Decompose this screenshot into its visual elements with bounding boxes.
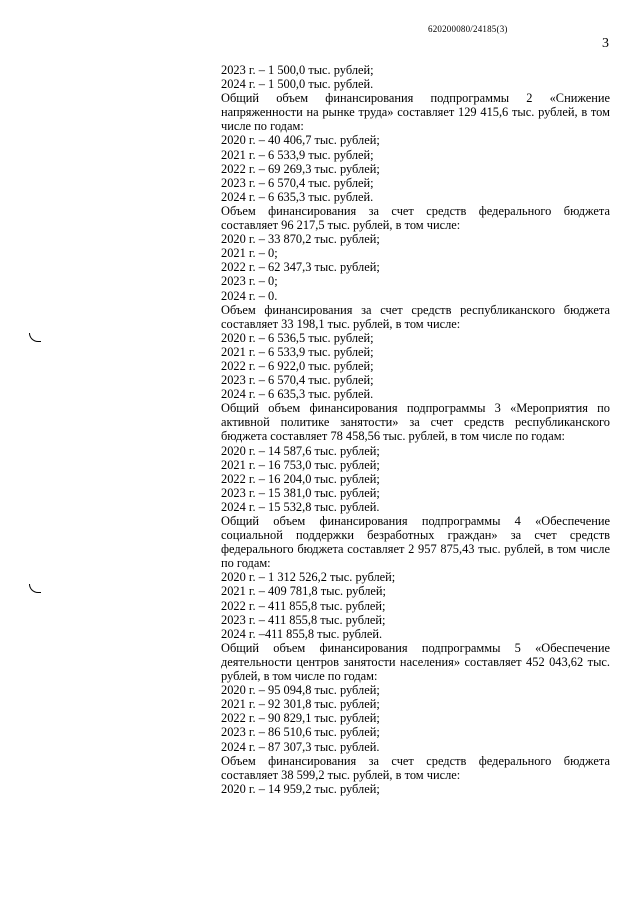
- funding-line: 2020 г. – 95 094,8 тыс. рублей;: [221, 683, 380, 698]
- funding-line: 2024 г. –411 855,8 тыс. рублей.: [221, 626, 383, 641]
- funding-line: 2020 г. – 40 406,7 тыс. рублей;: [221, 133, 380, 148]
- funding-line: 2020 г. – 6 536,5 тыс. рублей;: [221, 330, 374, 345]
- funding-line: 2023 г. – 1 500,0 тыс. рублей;: [221, 63, 374, 77]
- funding-line: 2022 г. – 6 922,0 тыс. рублей;: [221, 358, 374, 373]
- funding-line: 2022 г. – 69 269,3 тыс. рублей;: [221, 161, 380, 176]
- document-body: [221, 63, 610, 796]
- funding-line: 2024 г. – 0.: [221, 288, 278, 303]
- body-paragraph: Общий объем финансирования подпрограммы 4 «Обеспечение социальной поддержки безработных граждан» за счет средств федерального бюджета составляет 2 957 875,43 тыс. рублей, в том числе по годам:: [221, 514, 610, 571]
- margin-mark-1: [29, 333, 41, 342]
- funding-line: 2022 г. – 411 855,8 тыс. рублей;: [221, 598, 386, 613]
- funding-line: 2022 г. – 16 204,0 тыс. рублей;: [221, 471, 380, 486]
- page-number: 3: [602, 36, 609, 51]
- funding-line: 2022 г. – 62 347,3 тыс. рублей;: [221, 260, 380, 275]
- funding-line: 2024 г. – 6 635,3 тыс. рублей.: [221, 189, 374, 204]
- body-paragraph: Объем финансирования за счет средств федерального бюджета составляет 96 217,5 тыс. рублей, в том числе:: [221, 203, 610, 233]
- funding-line: 2024 г. – 1 500,0 тыс. рублей.: [221, 77, 374, 92]
- funding-line: 2020 г. – 33 870,2 тыс. рублей;: [221, 232, 380, 247]
- funding-line: 2023 г. – 6 570,4 тыс. рублей;: [221, 175, 374, 190]
- body-paragraph: Объем финансирования за счет средств федерального бюджета составляет 38 599,2 тыс. рублей, в том числе:: [221, 753, 610, 782]
- body-paragraph: Общий объем финансирования подпрограммы 2 «Снижение напряженности на рынке труда» составляет 129 415,6 тыс. рублей, в том числе по годам:: [221, 91, 610, 134]
- funding-line: 2023 г. – 6 570,4 тыс. рублей;: [221, 373, 374, 388]
- document-number: 620200080/24185(3): [428, 24, 508, 34]
- margin-mark-2: [29, 584, 41, 593]
- funding-line: 2023 г. – 15 381,0 тыс. рублей;: [221, 485, 380, 500]
- funding-line: 2021 г. – 409 781,8 тыс. рублей;: [221, 584, 386, 599]
- funding-line: 2021 г. – 6 533,9 тыс. рублей;: [221, 147, 374, 162]
- funding-line: 2021 г. – 6 533,9 тыс. рублей;: [221, 344, 374, 359]
- funding-line: 2024 г. – 87 307,3 тыс. рублей.: [221, 739, 380, 754]
- funding-line: 2020 г. – 1 312 526,2 тыс. рублей;: [221, 570, 396, 585]
- funding-line: 2020 г. – 14 587,6 тыс. рублей;: [221, 443, 380, 458]
- funding-line: 2021 г. – 0;: [221, 246, 278, 261]
- funding-line: 2023 г. – 0;: [221, 274, 278, 289]
- funding-line: 2021 г. – 16 753,0 тыс. рублей;: [221, 457, 380, 472]
- funding-line: 2021 г. – 92 301,8 тыс. рублей;: [221, 697, 380, 712]
- funding-line: 2023 г. – 86 510,6 тыс. рублей;: [221, 725, 380, 740]
- funding-line: 2020 г. – 14 959,2 тыс. рублей;: [221, 781, 380, 796]
- funding-line: 2023 г. – 411 855,8 тыс. рублей;: [221, 612, 386, 627]
- body-paragraph: Общий объем финансирования подпрограммы 3 «Мероприятия по активной политике занятости» за счет средств республиканского бюджета составляет 78 458,56 тыс. рублей, в том числе по годам:: [221, 401, 610, 444]
- body-paragraph: Общий объем финансирования подпрограммы 5 «Обеспечение деятельности центров занятости населения» составляет 452 043,62 тыс. рублей, в том числе по годам:: [221, 640, 610, 684]
- funding-line: 2022 г. – 90 829,1 тыс. рублей;: [221, 711, 380, 726]
- body-paragraph: Объем финансирования за счет средств республиканского бюджета составляет 33 198,1 тыс. рублей, в том числе:: [221, 302, 610, 331]
- funding-line: 2024 г. – 6 635,3 тыс. рублей.: [221, 387, 374, 402]
- funding-line: 2024 г. – 15 532,8 тыс. рублей.: [221, 499, 380, 514]
